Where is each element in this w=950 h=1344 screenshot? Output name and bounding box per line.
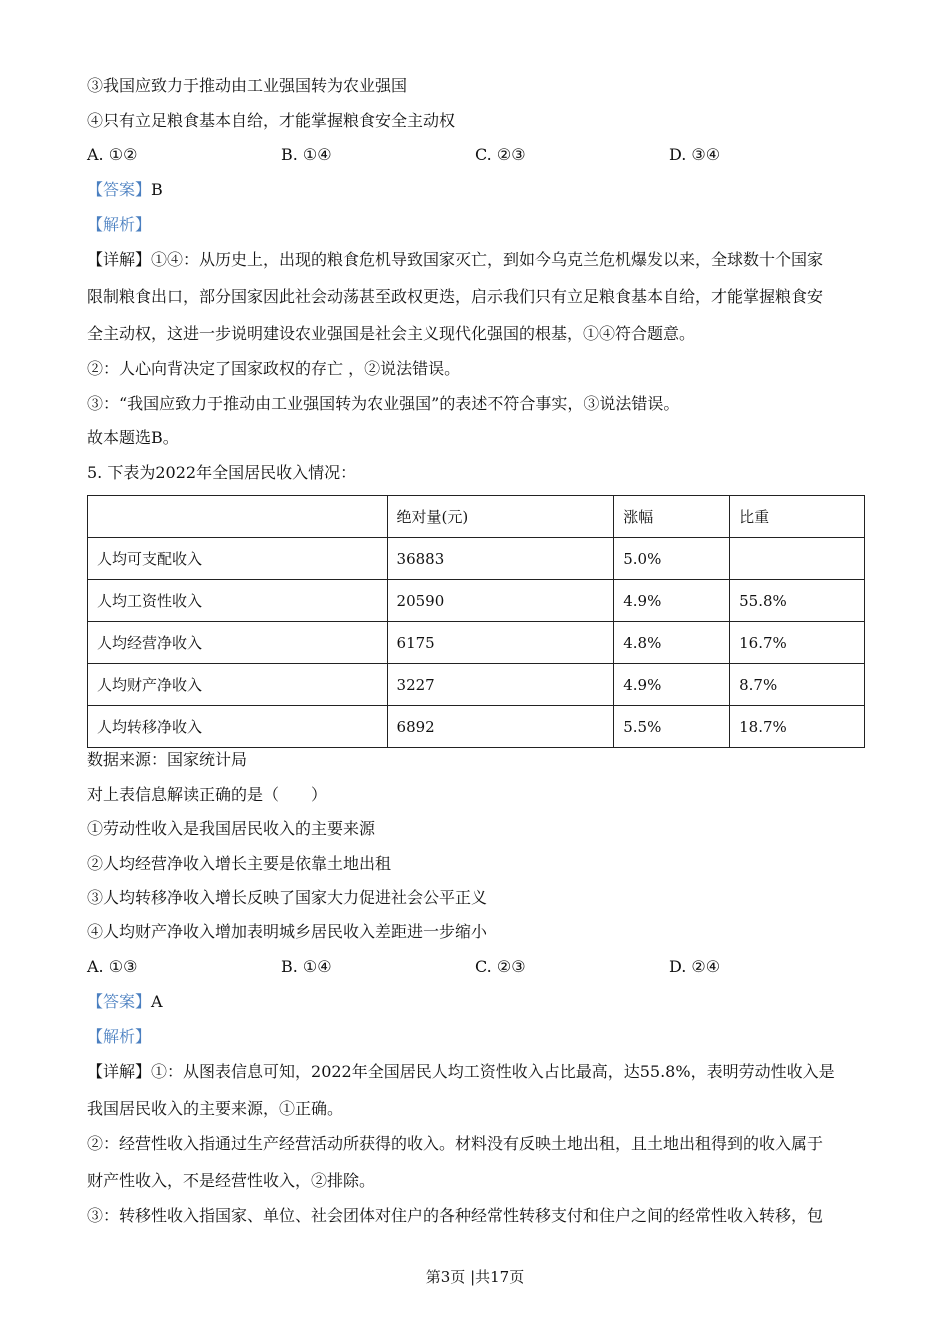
option-c: C. ②③	[475, 145, 526, 164]
table-cell: 5.5%	[614, 706, 730, 748]
q4-answer	[87, 180, 163, 200]
page-footer: 第3页 |共17页	[425, 1268, 525, 1286]
q5-question: 对上表信息解读正确的是（ ）	[87, 785, 328, 804]
table-cell: 8.7%	[730, 664, 865, 706]
table-cell: 36883	[387, 538, 614, 580]
q4-detail-line: 限制粮食出口，部分国家因此社会动荡甚至政权更迭，启示我们只有立足粮食基本自给，才能掌握粮食安	[87, 287, 824, 306]
income-table	[87, 495, 865, 748]
answer-value: B	[151, 180, 163, 199]
q4-statement: ④只有立足粮食基本自给，才能掌握粮食安全主动权	[87, 111, 456, 130]
q4-detail-line	[87, 250, 823, 270]
answer-tag: 【答案】	[87, 992, 152, 1011]
table-row	[88, 538, 865, 580]
option-a: A. ①③	[87, 957, 138, 976]
q4-detail-line: 故本题选B。	[87, 428, 179, 447]
table-cell: 4.8%	[614, 622, 730, 664]
option-b: B. ①④	[281, 957, 332, 976]
q5-detail-line	[87, 1062, 835, 1082]
detail-text: ①：从图表信息可知，2022年全国居民人均工资性收入占比最高，达55.8%，表明劳动性收入是	[151, 1062, 835, 1081]
table-cell: 人均经营净收入	[88, 622, 388, 664]
q5-answer	[87, 992, 163, 1012]
answer-tag: 【答案】	[87, 180, 152, 199]
option-b: B. ①④	[281, 145, 332, 164]
q5-stem: 5. 下表为2022年全国居民收入情况：	[87, 463, 357, 482]
option-d: D. ②④	[669, 957, 721, 976]
table-header-cell	[88, 496, 388, 538]
table-cell: 人均转移净收入	[88, 706, 388, 748]
q5-detail-line: ②：经营性收入指通过生产经营活动所获得的收入。材料没有反映土地出租，且土地出租得到的收入属于	[87, 1134, 824, 1153]
table-cell: 4.9%	[614, 664, 730, 706]
q4-detail-line: 全主动权，这进一步说明建设农业强国是社会主义现代化强国的根基，①④符合题意。	[87, 324, 696, 343]
table-cell: 20590	[387, 580, 614, 622]
table-cell	[730, 538, 865, 580]
answer-value: A	[151, 992, 163, 1011]
table-cell: 6175	[387, 622, 614, 664]
table-header-cell: 涨幅	[614, 496, 730, 538]
q4-detail-line: ③：“我国应致力于推动由工业强国转为农业强国”的表述不符合事实，③说法错误。	[87, 394, 680, 413]
detail-tag: 【详解】	[87, 1062, 152, 1081]
table-cell: 5.0%	[614, 538, 730, 580]
table-cell: 18.7%	[730, 706, 865, 748]
table-cell: 3227	[387, 664, 614, 706]
q5-detail-line: ③：转移性收入指国家、单位、社会团体对住户的各种经常性转移支付和住户之间的经常性收入转移，包	[87, 1206, 824, 1225]
table-row	[88, 622, 865, 664]
q5-analysis-tag: 【解析】	[87, 1027, 152, 1046]
table-row	[88, 706, 865, 748]
option-a: A. ①②	[87, 145, 138, 164]
table-cell: 6892	[387, 706, 614, 748]
option-c: C. ②③	[475, 957, 526, 976]
q4-statement: ③我国应致力于推动由工业强国转为农业强国	[87, 76, 408, 95]
q5-statement: ②人均经营净收入增长主要是依靠土地出租	[87, 854, 392, 873]
detail-tag: 【详解】	[87, 250, 152, 269]
table-cell: 4.9%	[614, 580, 730, 622]
table-cell: 人均工资性收入	[88, 580, 388, 622]
table-row	[88, 580, 865, 622]
data-source: 数据来源：国家统计局	[87, 750, 248, 769]
table-cell: 人均可支配收入	[88, 538, 388, 580]
table-cell: 人均财产净收入	[88, 664, 388, 706]
table-row	[88, 664, 865, 706]
q5-statement: ④人均财产净收入增加表明城乡居民收入差距进一步缩小	[87, 922, 488, 941]
detail-text: ①④：从历史上，出现的粮食危机导致国家灭亡，到如今乌克兰危机爆发以来，全球数十个国家	[151, 250, 824, 269]
table-cell: 55.8%	[730, 580, 865, 622]
table-cell: 16.7%	[730, 622, 865, 664]
table-header-cell: 比重	[730, 496, 865, 538]
q4-detail-line: ②：人心向背决定了国家政权的存亡 ，②说法错误。	[87, 359, 461, 378]
table-header-cell: 绝对量(元)	[387, 496, 614, 538]
q4-analysis-tag: 【解析】	[87, 215, 152, 234]
q5-statement: ①劳动性收入是我国居民收入的主要来源	[87, 819, 376, 838]
q5-detail-line: 财产性收入，不是经营性收入，②排除。	[87, 1171, 376, 1190]
table-header-row	[88, 496, 865, 538]
option-d: D. ③④	[669, 145, 721, 164]
q5-detail-line: 我国居民收入的主要来源，①正确。	[87, 1099, 344, 1118]
q5-statement: ③人均转移净收入增长反映了国家大力促进社会公平正义	[87, 888, 488, 907]
